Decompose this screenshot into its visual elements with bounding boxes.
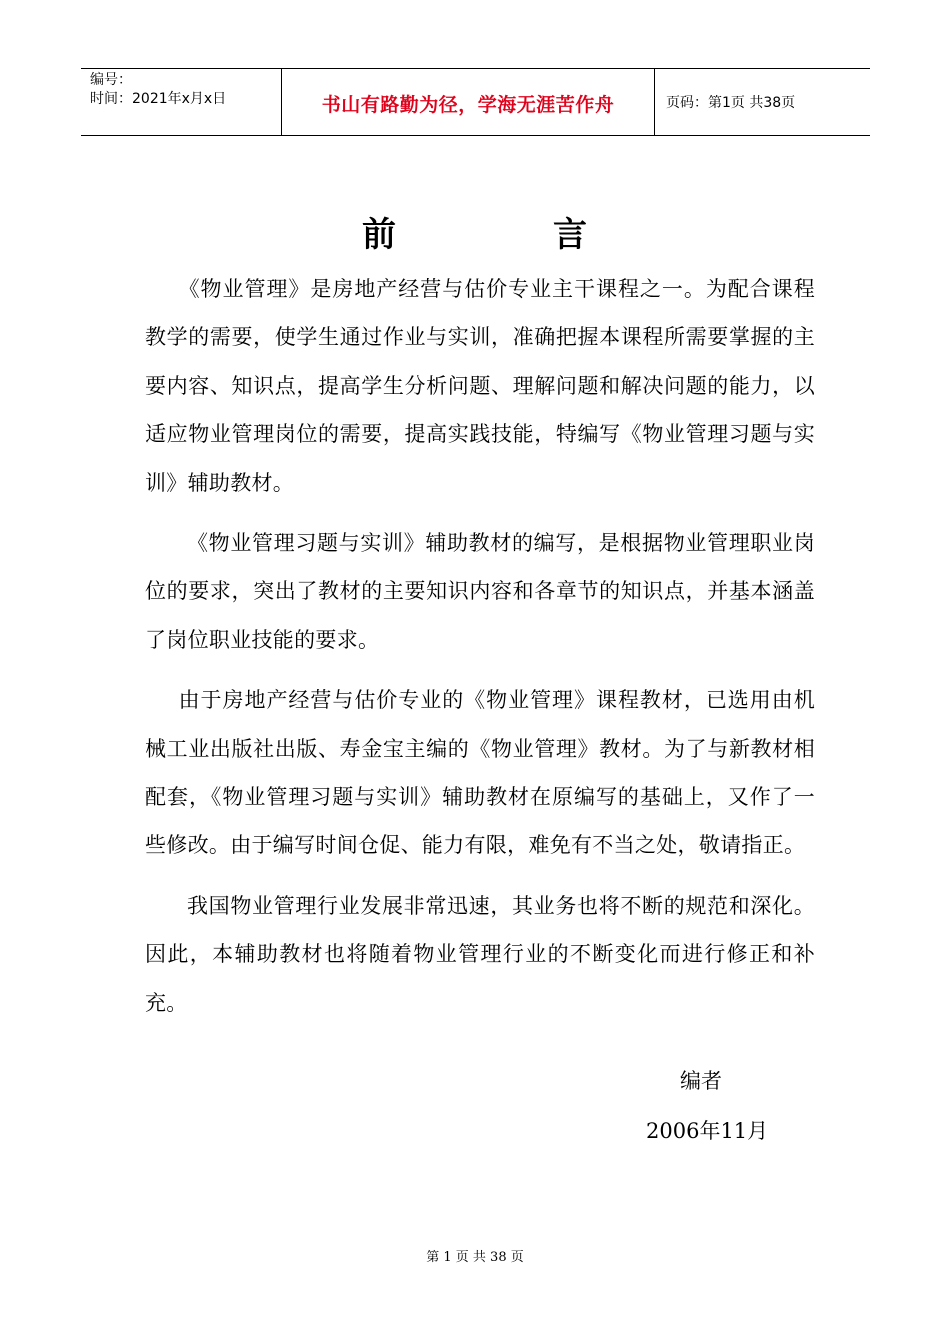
preface-body (145, 265, 815, 1039)
header-page-info (655, 69, 870, 135)
title-char-2: 言 (553, 215, 587, 255)
document-header (81, 68, 870, 136)
paragraph: 由于房地产经营与估价专业的《物业管理》课程教材，已选用由机械工业出版社出版、寿金宝主编的《物业管理》教材。为了与新教材相配套，《物业管理习题与实训》辅助教材在原编写的基础上，又作了一些修改。由于编写时间仓促、能力有限，难免有不当之处，敬请指正。 (145, 688, 815, 858)
number-label: 编号： (90, 72, 132, 88)
header-motto-cell (282, 69, 655, 135)
signature: 编者 (680, 1069, 722, 1093)
time-label: 时间：2021年x月x日 (90, 91, 227, 107)
paragraph: 《物业管理习题与实训》辅助教材的编写，是根据物业管理职业岗位的要求，突出了教材的主要知识内容和各章节的知识点，并基本涵盖了岗位职业技能的要求。 (145, 531, 815, 652)
date: 2006年11月 (646, 1119, 769, 1143)
title-char-1: 前 (362, 215, 396, 255)
paragraph: 《物业管理》是房地产经营与估价专业主干课程之一。为配合课程教学的需要，使学生通过作业与实训，准确把握本课程所需要掌握的主要内容、知识点，提高学生分析问题、理解问题和解决问题的能力，以适应物业管理岗位的需要，提高实践技能，特编写《物业管理习题与实训》辅助教材。 (145, 277, 815, 495)
paragraph: 我国物业管理行业发展非常迅速，其业务也将不断的规范和深化。因此，本辅助教材也将随着物业管理行业的不断变化而进行修正和补充。 (145, 893, 815, 1015)
header-meta (81, 69, 282, 135)
page-info-text: 页码：第1页 共38页 (666, 95, 796, 111)
motto-text: 书山有路勤为径，学海无涯苦作舟 (321, 93, 615, 116)
page-footer: 第 1 页 共 38 页 (426, 1250, 524, 1265)
